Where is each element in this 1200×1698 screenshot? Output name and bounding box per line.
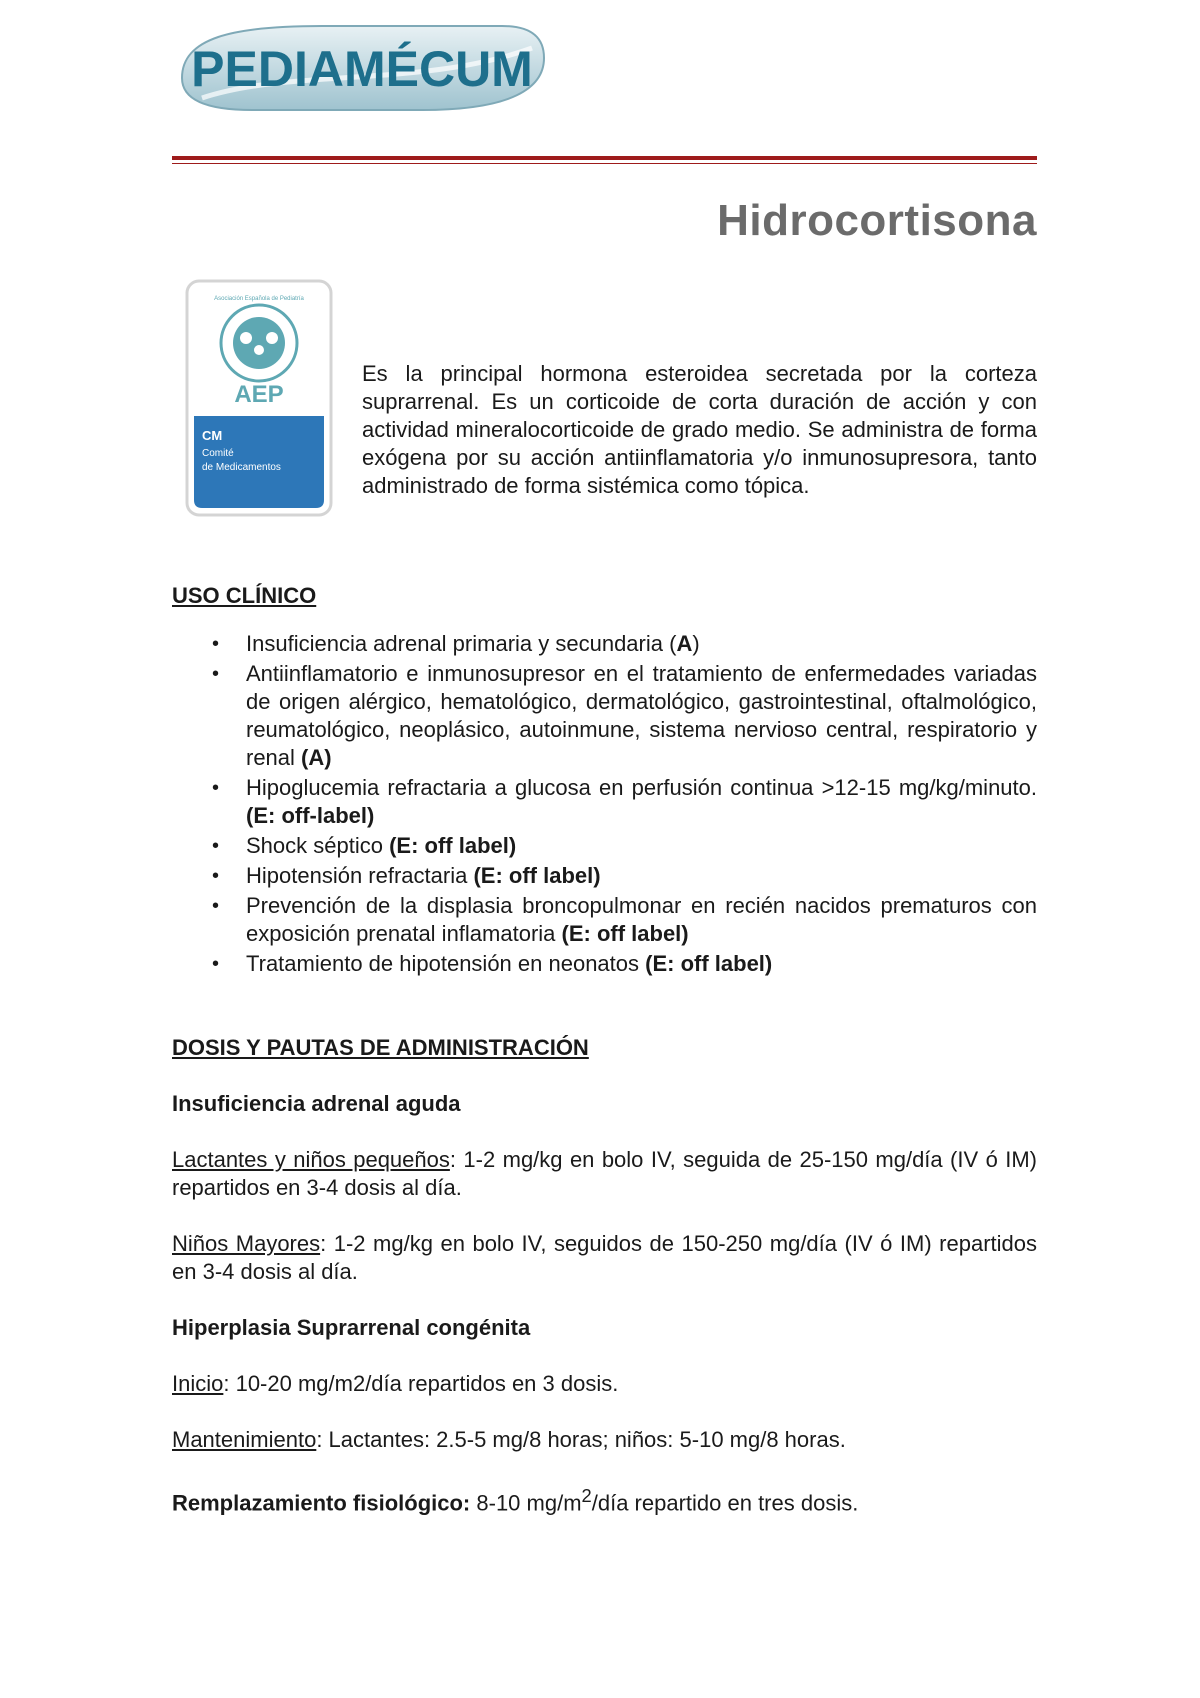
badge-committee-line2: de Medicamentos — [202, 462, 281, 473]
mantenimiento-dose: Mantenimiento: Lactantes: 2.5-5 mg/8 horas; niños: 5-10 mg/8 horas. — [172, 1427, 846, 1452]
badge-cm: CM — [202, 428, 223, 443]
uso-clinico-list — [172, 630, 1037, 978]
badge-acronym: AEP — [234, 381, 284, 408]
badge-org: Asociación Española de Pediatría — [214, 296, 304, 302]
list-item: • Hipoglucemia refractaria a glucosa en perfusión continua >12-15 mg/kg/minuto. (E: off-label) — [172, 774, 1037, 830]
pediamecum-logo — [172, 18, 552, 118]
document-body — [172, 582, 1037, 1517]
lactantes-dose: Lactantes y niños pequeños: 1-2 mg/kg en bolo IV, seguida de 25-150 mg/día (IV ó IM) repartidos en 3-4 dosis al día. — [172, 1147, 1037, 1200]
mayores-dose: Niños Mayores: 1-2 mg/kg en bolo IV, seguidos de 150-250 mg/día (IV ó IM) repartidos en 3-4 dosis al día. — [172, 1231, 1037, 1284]
logo-text: PEDIAMÉCUM — [191, 41, 533, 97]
list-item: • Tratamiento de hipotensión en neonatos (E: off label) — [172, 950, 1037, 978]
insuficiencia-title: Insuficiencia adrenal aguda — [172, 1091, 461, 1116]
dosis-section — [172, 1034, 1037, 1517]
remplazamiento-dose: Remplazamiento fisiológico: 8-10 $mg/m^2$/día repartido en tres dosis. — [172, 1485, 859, 1516]
intro-paragraph: Es la principal hormona esteroidea secretada por la corteza suprarrenal. Es un corticoide de corta duración de acción y con actividad mineralocorticoide de grado medio. Se administra de forma exógena por su acción antiinflamatoria y/o inmunosupresora, tanto administrado de forma sistémica como tópica. — [362, 361, 1037, 498]
list-item: • Shock séptico (E: off label) — [172, 832, 1037, 860]
aep-committee-badge — [184, 278, 334, 518]
header-rule-thick — [172, 156, 1037, 160]
list-item: • Antiinflamatorio e inmunosupresor en el tratamiento de enfermedades variadas de origen alérgico, hematológico, dermatológico, gastrointestinal, oftalmológico, reumatológico, neoplásico, autoinmune, sistema nervioso central, respiratorio y renal (A) — [172, 660, 1037, 772]
list-item: • Hipotensión refractaria (E: off label) — [172, 862, 1037, 890]
inicio-dose: Inicio: 10-20 mg/m2/día repartidos en 3 dosis. — [172, 1371, 619, 1396]
badge-committee-line1: Comité — [202, 448, 234, 459]
page-title: Hidrocortisona — [717, 196, 1037, 245]
dosis-heading: DOSIS Y PAUTAS DE ADMINISTRACIÓN — [172, 1035, 589, 1060]
uso-clinico-heading: USO CLÍNICO — [172, 583, 317, 608]
hiperplasia-title: Hiperplasia Suprarrenal congénita — [172, 1315, 531, 1340]
list-item: • Insuficiencia adrenal primaria y secundaria (A) — [172, 630, 1037, 658]
list-item: • Prevención de la displasia broncopulmonar en recién nacidos prematuros con exposición prenatal inflamatoria (E: off label) — [172, 892, 1037, 948]
header-rule-thin — [172, 163, 1037, 164]
